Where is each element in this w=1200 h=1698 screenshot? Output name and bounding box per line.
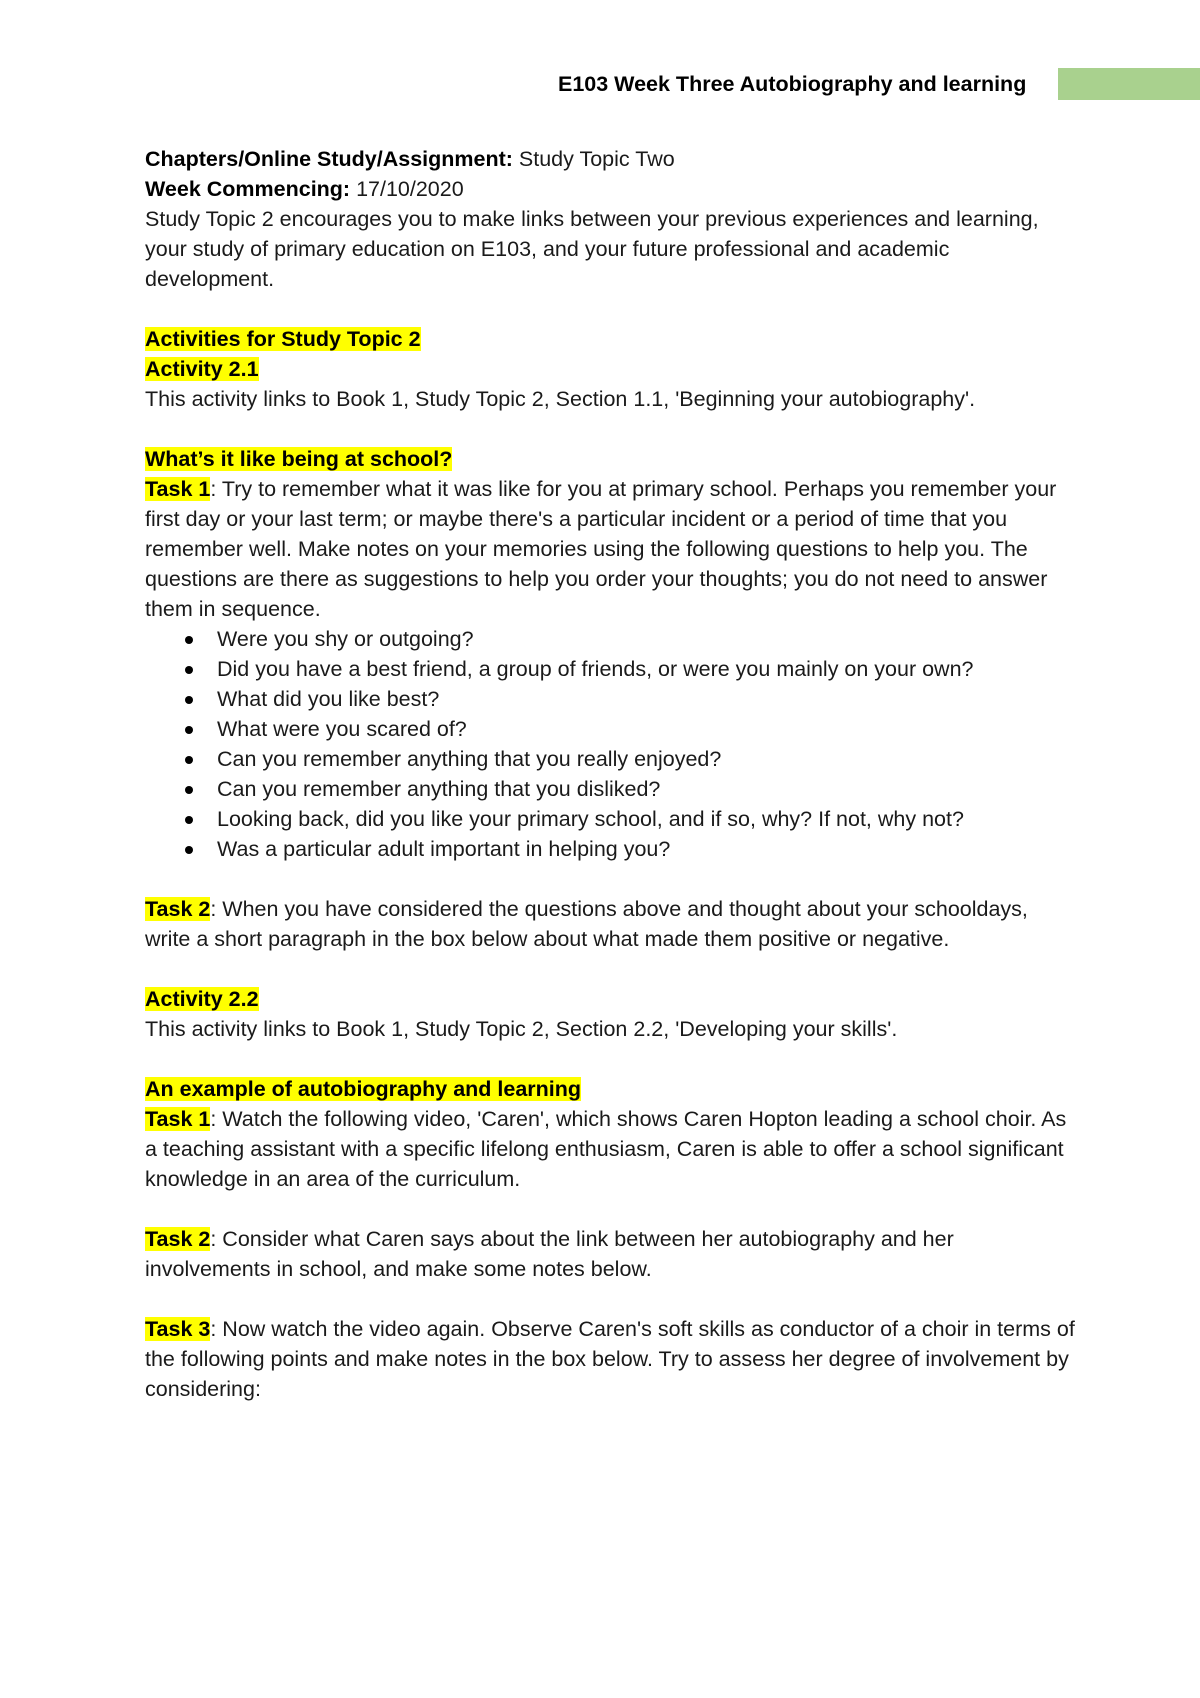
example-section-heading: An example of autobiography and learning	[145, 1077, 582, 1101]
activities-heading: Activities for Study Topic 2	[145, 327, 421, 351]
bullet-icon	[185, 726, 193, 734]
activity-2-2-heading: Activity 2.2	[145, 987, 259, 1011]
list-item: Were you shy or outgoing?	[145, 624, 1075, 654]
activity-2-2-text: This activity links to Book 1, Study Topic 2, Section 2.2, 'Developing your skills'.	[145, 1017, 898, 1041]
list-item: Did you have a best friend, a group of friends, or were you mainly on your own?	[145, 654, 1075, 684]
list-item: Can you remember anything that you really enjoyed?	[145, 744, 1075, 774]
bullet-icon	[185, 786, 193, 794]
week-line	[145, 174, 1075, 204]
bullet-icon	[185, 636, 193, 644]
corner-tab	[1058, 68, 1200, 100]
school-section-heading: What’s it like being at school?	[145, 447, 453, 471]
list-item: What were you scared of?	[145, 714, 1075, 744]
bullet-icon	[185, 696, 193, 704]
bullet-icon	[185, 666, 193, 674]
school-task-2: Task 2: When you have considered the questions above and thought about your schooldays, write a short paragraph in the box below about what made them positive or negative.	[145, 897, 1028, 951]
list-item: Looking back, did you like your primary school, and if so, why? If not, why not?	[145, 804, 1075, 834]
example-task-2: Task 2: Consider what Caren says about the link between her autobiography and her involvements in school, and make some notes below.	[145, 1227, 954, 1281]
activity-2-1-text: This activity links to Book 1, Study Topic 2, Section 1.1, 'Beginning your autobiography'.	[145, 387, 976, 411]
chapters-label: Chapters/Online Study/Assignment:	[145, 147, 513, 171]
example-task-1: Task 1: Watch the following video, 'Caren', which shows Caren Hopton leading a school choir. As a teaching assistant with a specific lifelong enthusiasm, Caren is able to offer a school significant knowledge in an area of the curriculum.	[145, 1107, 1067, 1191]
chapters-line	[145, 144, 1075, 174]
question-list	[145, 624, 1075, 864]
bullet-icon	[185, 846, 193, 854]
task-label: Task 2	[145, 1227, 211, 1251]
example-task-3: Task 3: Now watch the video again. Observe Caren's soft skills as conductor of a choir in terms of the following points and make notes in the box below. Try to assess her degree of involvement by considering:	[145, 1317, 1075, 1401]
list-item: What did you like best?	[145, 684, 1075, 714]
week-label: Week Commencing:	[145, 177, 351, 201]
bullet-icon	[185, 816, 193, 824]
school-task-1: Task 1: Try to remember what it was like for you at primary school. Perhaps you remember your first day or your last term; or maybe there's a particular incident or a period of time that you remember well. Make notes on your memories using the following questions to help you. The questions are there as suggestions to help you order your thoughts; you do not need to answer them in sequence.	[145, 477, 1057, 621]
page-header-title: E103 Week Three Autobiography and learning	[558, 72, 1027, 96]
bullet-icon	[185, 756, 193, 764]
document-body	[145, 144, 1075, 1404]
intro-paragraph: Study Topic 2 encourages you to make links between your previous experiences and learning, your study of primary education on E103, and your future professional and academic development.	[145, 207, 1039, 291]
list-item: Can you remember anything that you disliked?	[145, 774, 1075, 804]
task-label: Task 3	[145, 1317, 211, 1341]
chapters-value: Study Topic Two	[512, 147, 675, 171]
task-label: Task 1	[145, 477, 211, 501]
week-value: 17/10/2020	[350, 177, 464, 201]
list-item: Was a particular adult important in helping you?	[145, 834, 1075, 864]
activity-2-1-heading: Activity 2.1	[145, 357, 259, 381]
task-label: Task 1	[145, 1107, 211, 1131]
task-label: Task 2	[145, 897, 211, 921]
